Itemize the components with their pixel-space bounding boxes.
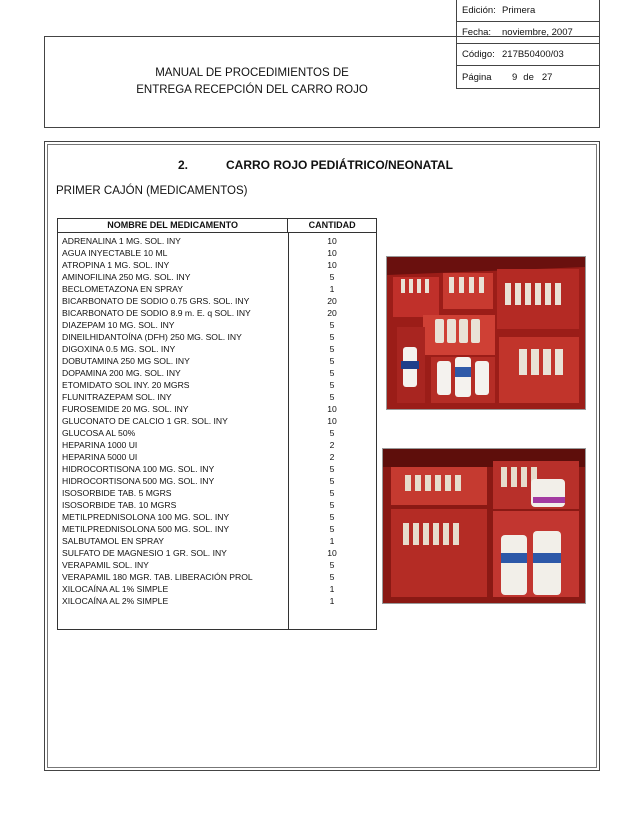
medication-quantity: 1 bbox=[329, 536, 335, 546]
medication-quantity: 10 bbox=[327, 248, 337, 258]
medication-name: DIGOXINA 0.5 MG. SOL. INY bbox=[62, 344, 176, 354]
meta-page-total: 27 bbox=[541, 71, 553, 83]
medication-quantity: 5 bbox=[329, 428, 335, 438]
medication-name: DINEILHIDANTOÍNA (DFH) 250 MG. SOL. INY bbox=[62, 332, 242, 342]
table-row bbox=[58, 391, 376, 403]
medication-quantity: 5 bbox=[329, 332, 335, 342]
medication-name: DOBUTAMINA 250 MG SOL. INY bbox=[62, 356, 190, 366]
medication-quantity: 5 bbox=[329, 524, 335, 534]
medication-quantity: 20 bbox=[327, 308, 337, 318]
medication-name: XILOCAÍNA AL 1% SIMPLE bbox=[62, 584, 169, 594]
medication-name: METILPREDNISOLONA 500 MG. SOL. INY bbox=[62, 524, 230, 534]
meta-page-key: Página bbox=[462, 71, 492, 83]
medication-name: FLUNITRAZEPAM SOL. INY bbox=[62, 392, 172, 402]
medication-quantity: 10 bbox=[327, 548, 337, 558]
table-row bbox=[58, 259, 376, 271]
medication-name: HEPARINA 1000 UI bbox=[62, 440, 138, 450]
medication-quantity: 5 bbox=[329, 560, 335, 570]
medication-name: XILOCAÍNA AL 2% SIMPLE bbox=[62, 596, 169, 606]
section-number: 2. bbox=[178, 158, 189, 172]
table-row bbox=[58, 499, 376, 511]
column-header-name: NOMBRE DEL MEDICAMENTO bbox=[58, 219, 288, 232]
table-row bbox=[58, 571, 376, 583]
section-heading bbox=[178, 158, 453, 172]
medication-name: GLUCOSA AL 50% bbox=[62, 428, 136, 438]
table-row bbox=[58, 379, 376, 391]
manual-title bbox=[45, 37, 459, 127]
medication-quantity: 5 bbox=[329, 500, 335, 510]
table-row bbox=[58, 439, 376, 451]
medication-name: ATROPINA 1 MG. SOL. INY bbox=[62, 260, 170, 270]
drawer-photo-bottom bbox=[382, 448, 586, 604]
manual-title-line1: MANUAL DE PROCEDIMIENTOS DE bbox=[155, 67, 349, 79]
medication-name: GLUCONATO DE CALCIO 1 GR. SOL. INY bbox=[62, 416, 228, 426]
table-row bbox=[58, 547, 376, 559]
medication-quantity: 20 bbox=[327, 296, 337, 306]
table-row bbox=[58, 595, 376, 607]
medication-name: VERAPAMIL 180 MGR. TAB. LIBERACIÓN PROL bbox=[62, 572, 253, 582]
meta-date bbox=[456, 21, 600, 43]
section-title: CARRO ROJO PEDIÁTRICO/NEONATAL bbox=[226, 158, 453, 172]
table-row bbox=[58, 523, 376, 535]
medication-name: BECLOMETAZONA EN SPRAY bbox=[62, 284, 183, 294]
medication-name: FUROSEMIDE 20 MG. SOL. INY bbox=[62, 404, 189, 414]
table-row bbox=[58, 535, 376, 547]
meta-code-key: Código: bbox=[462, 49, 495, 60]
table-row bbox=[58, 343, 376, 355]
medication-quantity: 5 bbox=[329, 464, 335, 474]
table-row bbox=[58, 583, 376, 595]
medication-name: ADRENALINA 1 MG. SOL. INY bbox=[62, 236, 181, 246]
meta-date-key: Fecha: bbox=[462, 27, 492, 38]
medication-name: HIDROCORTISONA 500 MG. SOL. INY bbox=[62, 476, 215, 486]
medication-name: HIDROCORTISONA 100 MG. SOL. INY bbox=[62, 464, 215, 474]
medication-name: HEPARINA 5000 UI bbox=[62, 452, 138, 462]
table-row bbox=[58, 559, 376, 571]
column-header-quantity: CANTIDAD bbox=[308, 220, 356, 230]
table-row bbox=[58, 403, 376, 415]
table-row bbox=[58, 247, 376, 259]
meta-page-num: 9 bbox=[512, 71, 518, 83]
drawer-photo-top bbox=[386, 256, 586, 410]
medication-quantity: 5 bbox=[329, 488, 335, 498]
table-row bbox=[58, 463, 376, 475]
table-row bbox=[58, 235, 376, 247]
drawer-subtitle: PRIMER CAJÓN (MEDICAMENTOS) bbox=[56, 185, 248, 197]
table-row bbox=[58, 475, 376, 487]
header-meta-table bbox=[456, 0, 600, 91]
medication-name: VERAPAMIL SOL. INY bbox=[62, 560, 149, 570]
meta-edition bbox=[456, 0, 600, 21]
medication-name: ISOSORBIDE TAB. 5 MGRS bbox=[62, 488, 172, 498]
table-row bbox=[58, 367, 376, 379]
medication-quantity: 1 bbox=[329, 584, 335, 594]
table-row bbox=[58, 271, 376, 283]
medication-quantity: 2 bbox=[329, 452, 335, 462]
table-row bbox=[58, 487, 376, 499]
meta-edition-key: Edición: bbox=[462, 5, 496, 16]
medication-name: SALBUTAMOL EN SPRAY bbox=[62, 536, 165, 546]
medication-quantity: 5 bbox=[329, 572, 335, 582]
medication-quantity: 5 bbox=[329, 368, 335, 378]
meta-edition-value: Primera bbox=[502, 5, 536, 16]
medication-quantity: 5 bbox=[329, 392, 335, 402]
medication-name: ETOMIDATO SOL INY. 20 MGRS bbox=[62, 380, 190, 390]
medication-name: ISOSORBIDE TAB. 10 MGRS bbox=[62, 500, 177, 510]
medication-quantity: 10 bbox=[327, 236, 337, 246]
medication-name: DOPAMINA 200 MG. SOL. INY bbox=[62, 368, 181, 378]
meta-code-value: 217B50400/03 bbox=[502, 49, 564, 60]
medication-quantity: 5 bbox=[329, 512, 335, 522]
medication-name: METILPREDNISOLONA 100 MG. SOL. INY bbox=[62, 512, 230, 522]
table-row bbox=[58, 331, 376, 343]
medication-quantity: 5 bbox=[329, 272, 335, 282]
medication-quantity: 1 bbox=[329, 596, 335, 606]
medication-quantity: 10 bbox=[327, 416, 337, 426]
medication-table bbox=[57, 218, 377, 630]
medication-quantity: 5 bbox=[329, 356, 335, 366]
table-row bbox=[58, 355, 376, 367]
medication-name: SULFATO DE MAGNESIO 1 GR. SOL. INY bbox=[62, 548, 227, 558]
medication-quantity: 10 bbox=[327, 260, 337, 270]
table-row bbox=[58, 451, 376, 463]
table-row bbox=[58, 283, 376, 295]
table-row bbox=[58, 511, 376, 523]
table-row bbox=[58, 319, 376, 331]
medication-name: BICARBONATO DE SODIO 0.75 GRS. SOL. INY bbox=[62, 296, 250, 306]
medication-quantity: 5 bbox=[329, 476, 335, 486]
table-row bbox=[58, 427, 376, 439]
meta-code bbox=[456, 43, 600, 65]
table-row bbox=[58, 415, 376, 427]
table-body bbox=[58, 235, 376, 607]
meta-page-of: de bbox=[523, 71, 534, 83]
medication-quantity: 5 bbox=[329, 380, 335, 390]
medication-name: AGUA INYECTABLE 10 ML bbox=[62, 248, 168, 258]
medication-name: AMINOFILINA 250 MG. SOL. INY bbox=[62, 272, 191, 282]
medication-name: DIAZEPAM 10 MG. SOL. INY bbox=[62, 320, 175, 330]
medication-quantity: 5 bbox=[329, 344, 335, 354]
medication-quantity: 10 bbox=[327, 404, 337, 414]
medication-quantity: 1 bbox=[329, 284, 335, 294]
meta-page bbox=[456, 65, 600, 89]
manual-title-line2: ENTREGA RECEPCIÓN DEL CARRO ROJO bbox=[136, 84, 368, 96]
medication-quantity: 2 bbox=[329, 440, 335, 450]
table-row bbox=[58, 307, 376, 319]
table-header bbox=[58, 219, 376, 233]
table-row bbox=[58, 295, 376, 307]
medication-quantity: 5 bbox=[329, 320, 335, 330]
medication-name: BICARBONATO DE SODIO 8.9 m. E. q SOL. INY bbox=[62, 308, 251, 318]
meta-date-value: noviembre, 2007 bbox=[502, 27, 573, 38]
